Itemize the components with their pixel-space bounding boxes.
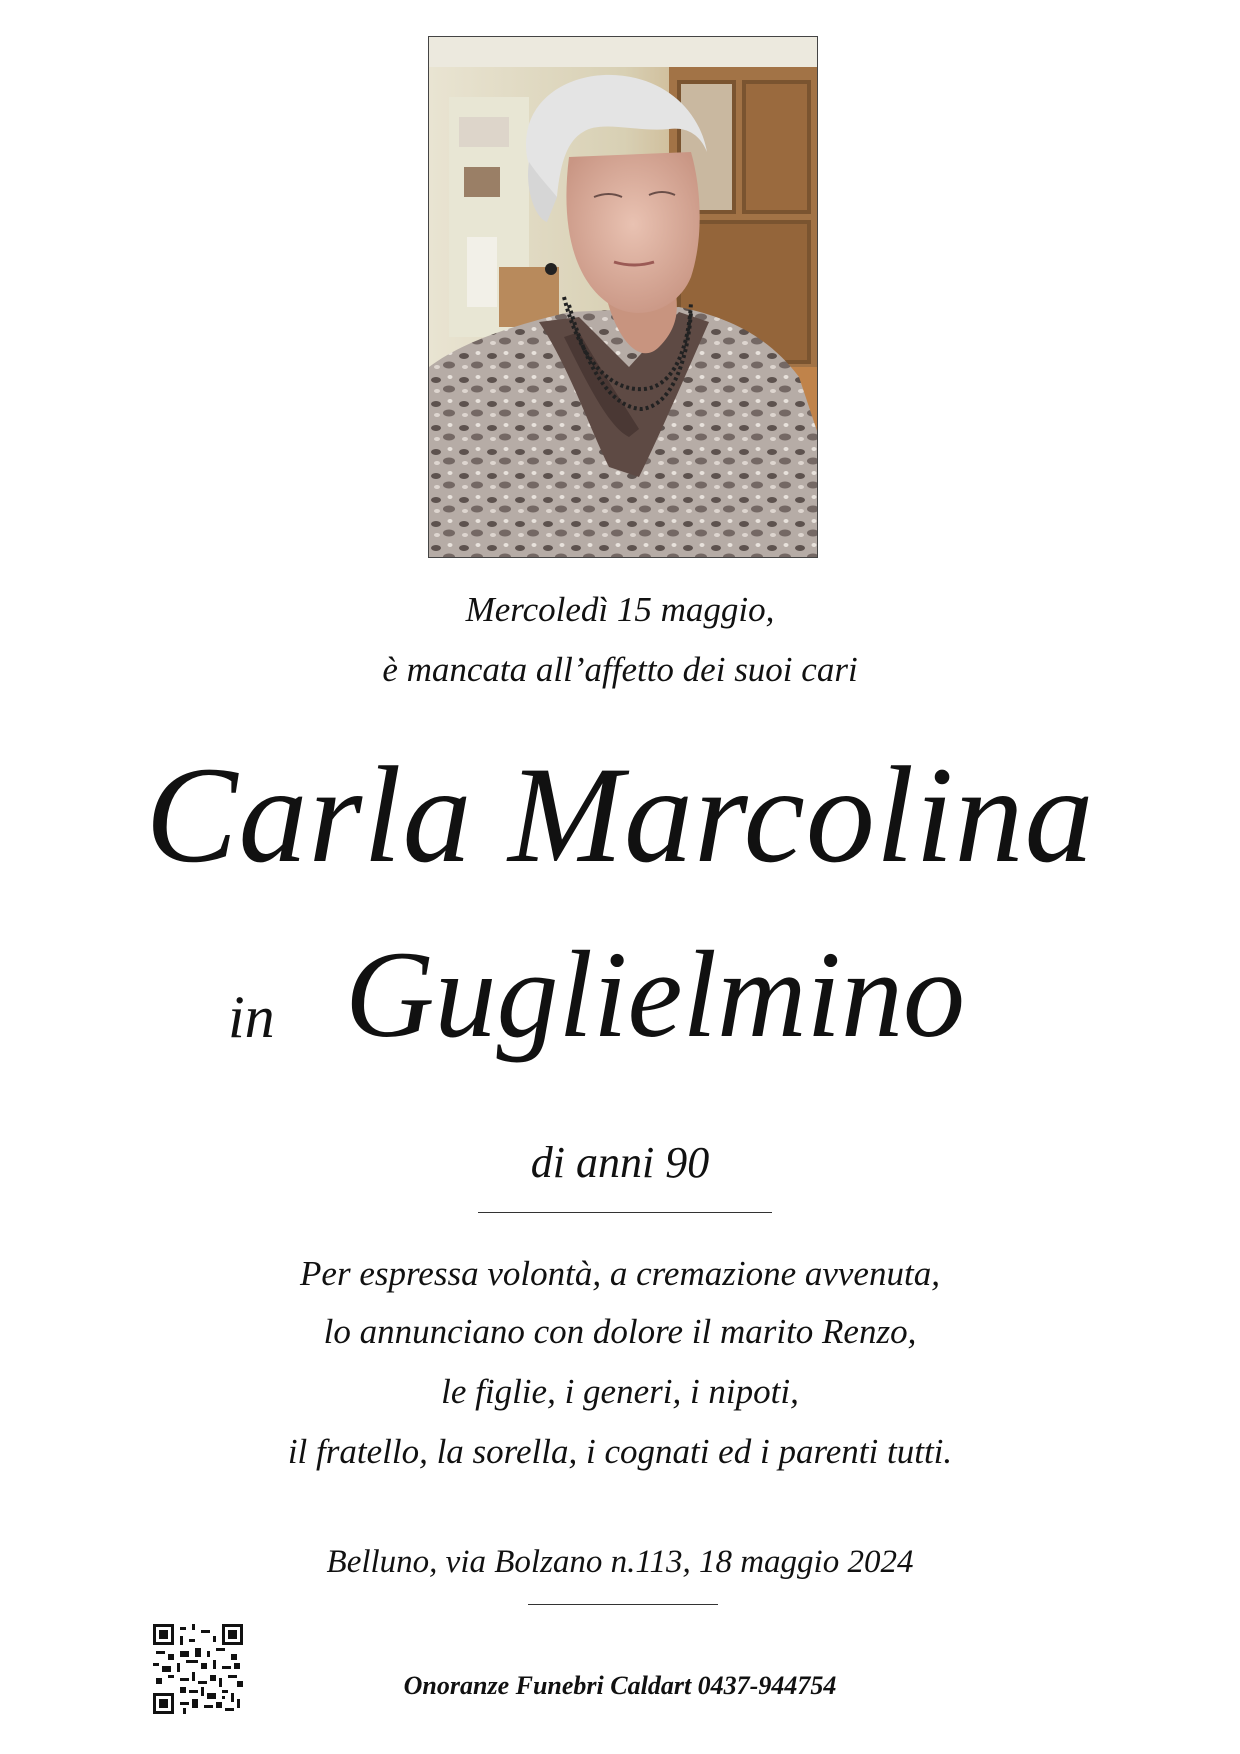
announcement-line: Per espressa volontà, a cremazione avvenuta, bbox=[300, 1254, 940, 1293]
deceased-married-name bbox=[0, 926, 1240, 1063]
divider-rule bbox=[478, 1212, 772, 1213]
name-connector: in bbox=[228, 984, 275, 1050]
announcement-line: le figlie, i generi, i nipoti, bbox=[441, 1372, 799, 1411]
place-and-date: Belluno, via Bolzano n.113, 18 maggio 2024 bbox=[326, 1544, 914, 1580]
deceased-first-name: Carla Marcolina bbox=[145, 738, 1095, 891]
intro-line-passing: è mancata all’affetto dei suoi cari bbox=[382, 650, 858, 689]
portrait-photo bbox=[428, 36, 818, 558]
announcement-line: il fratello, la sorella, i cognati ed i parenti tutti. bbox=[287, 1432, 953, 1471]
deceased-surname: Guglielmino bbox=[345, 926, 965, 1063]
divider-rule bbox=[528, 1604, 718, 1605]
funeral-agency-contact: Onoranze Funebri Caldart 0437-944754 bbox=[403, 1671, 837, 1700]
intro-line-date: Mercoledì 15 maggio, bbox=[465, 590, 775, 629]
announcement-line: lo annunciano con dolore il marito Renzo, bbox=[323, 1312, 917, 1351]
portrait-illustration bbox=[429, 37, 818, 558]
age-line: di anni 90 bbox=[530, 1138, 710, 1187]
